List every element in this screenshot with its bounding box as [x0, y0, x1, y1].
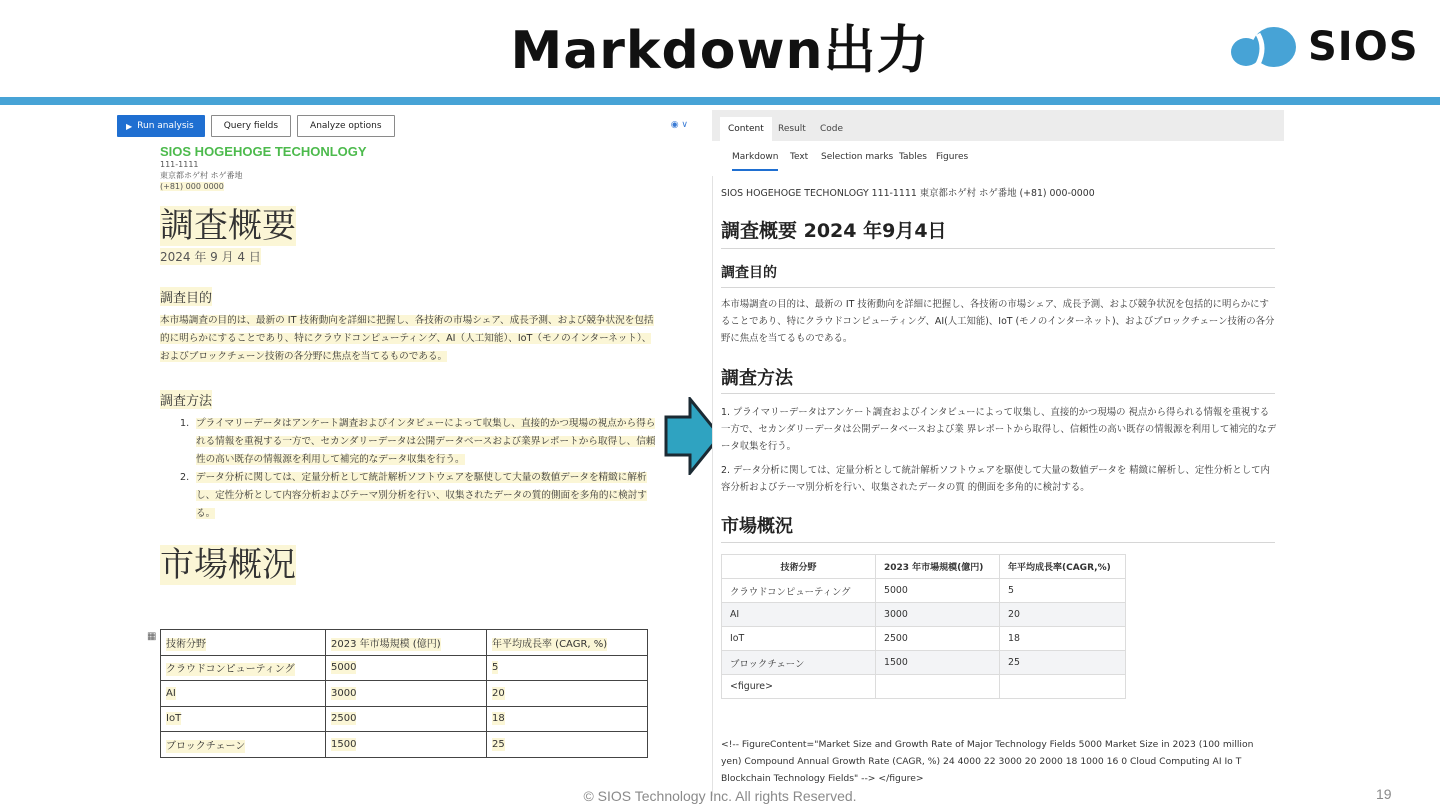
table-cell	[161, 681, 326, 707]
tab-content[interactable]: Content	[720, 117, 772, 141]
address: 東京都ホゲ村 ホゲ番地	[160, 171, 243, 180]
md-h1-overview: 調査概要 2024 年9月4日	[721, 220, 947, 242]
table-cell	[326, 630, 487, 656]
copyright-footer: © SIOS Technology Inc. All rights Reserved.	[583, 788, 857, 804]
table-cell: 5000	[876, 579, 1000, 603]
table-cell	[161, 732, 326, 758]
md-method-item-2: 2. データ分析に関しては、定量分析として統計解析ソフトウェアを駆使して大量の数値データを 精緻に解析し、定性分析として内容分析およびテーマ別分析を行い、収集されたデータの質 的側面を多角的に検討する。	[721, 465, 1270, 493]
table-row	[161, 630, 648, 656]
md-h2-purpose: 調査目的	[721, 265, 777, 281]
subtab-text[interactable]: Text	[790, 152, 809, 162]
heading-method: 調査方法	[160, 390, 212, 409]
method-item-2	[160, 469, 660, 523]
markdown-content	[712, 176, 1284, 796]
md-h2-market: 市場概況	[721, 516, 793, 537]
tab-code[interactable]: Code	[820, 124, 844, 134]
md-method-item-1: 1. プライマリーデータはアンケート調査およびインタビューによって収集し、直接的かつ現場の 視点から得られる情報を重視する一方で、セカンダリーデータは公開データベースおよび業 界レポートから取得し、信頼性の高い既存の情報源を利用して補完的なデータ収集を行う。	[721, 407, 1277, 452]
table-cell: 25	[1000, 651, 1126, 675]
run-analysis-button[interactable]	[117, 115, 205, 137]
table-header-row	[722, 555, 1126, 579]
table-row	[161, 681, 648, 707]
subtab-tables[interactable]: Tables	[899, 152, 927, 162]
table-cell: 3000	[876, 603, 1000, 627]
table-row	[161, 732, 648, 758]
company-name: SIOS HOGEHOGE TECHONLOGY	[160, 144, 367, 159]
method-item-text: プライマリーデータはアンケート調査およびインタビューによって収集し、直接的かつ現場の視点から得られる情報を重視する一方で、セカンダリーデータは公開データベースおよび業界レポートから取得し、信頼性の高い既存の情報源を利用して補完的なデータ収集を行う。	[196, 418, 656, 465]
table-row	[161, 706, 648, 732]
md-h2-method: 調査方法	[721, 368, 793, 389]
table-cell: AI	[722, 603, 876, 627]
purpose-text: 本市場調査の目的は、最新の IT 技術動向を詳細に把握し、各技術の市場シェア、成長予測、および競争状況を包括的に明らかにすることであり、特にクラウドコンピューティング、AI（人工知能）、IoT（モノのインターネット）、およびブロックチェーン技術の各分野に焦点を当てるものである。	[160, 315, 654, 362]
md-divider	[721, 287, 1275, 288]
table-row	[722, 675, 1126, 699]
cell-text: AI	[166, 687, 176, 699]
cell-text: 18	[492, 713, 505, 725]
md-divider	[721, 248, 1275, 249]
header-divider	[0, 97, 1440, 105]
table-cell	[326, 732, 487, 758]
purpose-paragraph	[160, 312, 660, 366]
play-icon: ▶	[126, 121, 133, 131]
run-analysis-label: Run analysis	[137, 121, 194, 131]
table-cell	[326, 706, 487, 732]
cell-text: 2500	[331, 713, 357, 725]
method-item-1	[160, 415, 660, 469]
table-cell	[876, 675, 1000, 699]
analyzer-toolbar	[117, 115, 395, 137]
phone	[160, 181, 660, 192]
table-cell	[326, 681, 487, 707]
cell-text: IoT	[166, 713, 182, 725]
logo-text: SIOS	[1308, 24, 1419, 70]
md-figure-comment: <!-- FigureContent="Market Size and Growth Rate of Major Technology Fields 5000 Market Size in 2023 (100 million yen) Compound Annual Growth Rate (CAGR, %) 24 4000 22 3000 20 2000 18 1000 16 0 Cloud Computing AI Io T Blockchain Technology Fields" --> </figure>	[721, 739, 1254, 784]
md-divider	[721, 542, 1275, 543]
table-cell	[161, 706, 326, 732]
table-row	[722, 603, 1126, 627]
table-cell: 1500	[876, 651, 1000, 675]
document-analyzer-panel	[100, 108, 708, 778]
table-cell	[487, 706, 648, 732]
table-row	[722, 627, 1126, 651]
method-list	[160, 415, 660, 523]
market-table	[160, 629, 648, 758]
table-icon[interactable]: ▦	[147, 631, 157, 642]
cell-text: 年平均成長率 (CAGR, %)	[492, 638, 608, 650]
method-item-number: 2.	[180, 472, 190, 483]
method-item-number: 1.	[180, 418, 190, 429]
table-cell	[1000, 675, 1126, 699]
table-cell: 2500	[876, 627, 1000, 651]
zip-code: 111-1111	[160, 160, 199, 169]
table-cell	[326, 655, 487, 681]
table-cell	[487, 655, 648, 681]
table-cell: <figure>	[722, 675, 876, 699]
query-fields-button[interactable]: Query fields	[211, 115, 291, 137]
report-date: 2024 年 9 月 4 日	[160, 250, 261, 264]
table-cell: IoT	[722, 627, 876, 651]
md-purpose-paragraph: 本市場調査の目的は、最新の IT 技術動向を詳細に把握し、各技術の市場シェア、成長予測、および競争状況を包括的に明らかにすることであり、特にクラウドコンピューティング、AI(人工知能)、IoT (モノのインターネット)、およびブロックチェーン技術の各分野に焦点を当てるものである。	[721, 299, 1275, 344]
table-cell: クラウドコンピューティング	[722, 579, 876, 603]
sios-logo	[1228, 22, 1418, 74]
page-number: 19	[1376, 786, 1392, 802]
table-cell: 5	[1000, 579, 1126, 603]
cell-text: 技術分野	[166, 638, 206, 650]
heading-overview: 調査概要	[160, 206, 296, 246]
slide-title: Markdown出力	[510, 21, 930, 81]
md-divider	[721, 393, 1275, 394]
cell-text: クラウドコンピューティング	[166, 664, 295, 676]
cell-text: 1500	[331, 738, 357, 750]
phone-text: (+81) 000 0000	[160, 182, 224, 191]
tab-result[interactable]: Result	[778, 124, 806, 134]
cell-text: 20	[492, 687, 505, 699]
analyze-options-button[interactable]: Analyze options	[297, 115, 394, 137]
table-cell	[161, 630, 326, 656]
md-header-line: SIOS HOGEHOGE TECHONLOGY 111-1111 東京都ホゲ村 ホゲ番地 (+81) 000-0000	[721, 188, 1095, 199]
table-cell	[487, 732, 648, 758]
table-cell: ブロックチェーン	[722, 651, 876, 675]
cell-text: ブロックチェーン	[166, 740, 246, 752]
cell-text: 3000	[331, 687, 357, 699]
md-market-table	[721, 554, 1126, 699]
cell-text: 25	[492, 738, 505, 750]
table-header-cell: 技術分野	[722, 555, 876, 579]
output-tabbar	[712, 110, 1284, 141]
heading-market: 市場概況	[160, 545, 296, 585]
table-row	[161, 655, 648, 681]
table-cell	[161, 655, 326, 681]
method-item-text: データ分析に関しては、定量分析として統計解析ソフトウェアを駆使して大量の数値データを精緻に解析し、定性分析として内容分析およびテーマ別分析を行い、収集されたデータの質的側面を多角的に検討する。	[196, 472, 647, 519]
table-cell	[487, 630, 648, 656]
table-cell	[487, 681, 648, 707]
document-preview	[160, 144, 660, 585]
cell-text: 5000	[331, 662, 357, 674]
sios-logo-mark-icon	[1228, 24, 1302, 72]
table-cell: 18	[1000, 627, 1126, 651]
cell-text: 5	[492, 662, 499, 674]
subtab-markdown[interactable]: Markdown	[732, 152, 779, 162]
table-cell: 20	[1000, 603, 1126, 627]
table-row	[722, 579, 1126, 603]
cell-text: 2023 年市場規模 (億円)	[331, 638, 441, 650]
table-row	[722, 651, 1126, 675]
markdown-output-panel	[712, 110, 1284, 796]
table-header-cell: 2023 年市場規模(億円)	[876, 555, 1000, 579]
heading-purpose: 調査目的	[160, 287, 212, 306]
view-toggle-icon[interactable]: ◉ ∨	[670, 120, 688, 130]
subtab-figures[interactable]: Figures	[936, 152, 969, 162]
subtab-selection-marks[interactable]: Selection marks	[821, 152, 894, 162]
table-header-cell: 年平均成長率(CAGR,%)	[1000, 555, 1126, 579]
